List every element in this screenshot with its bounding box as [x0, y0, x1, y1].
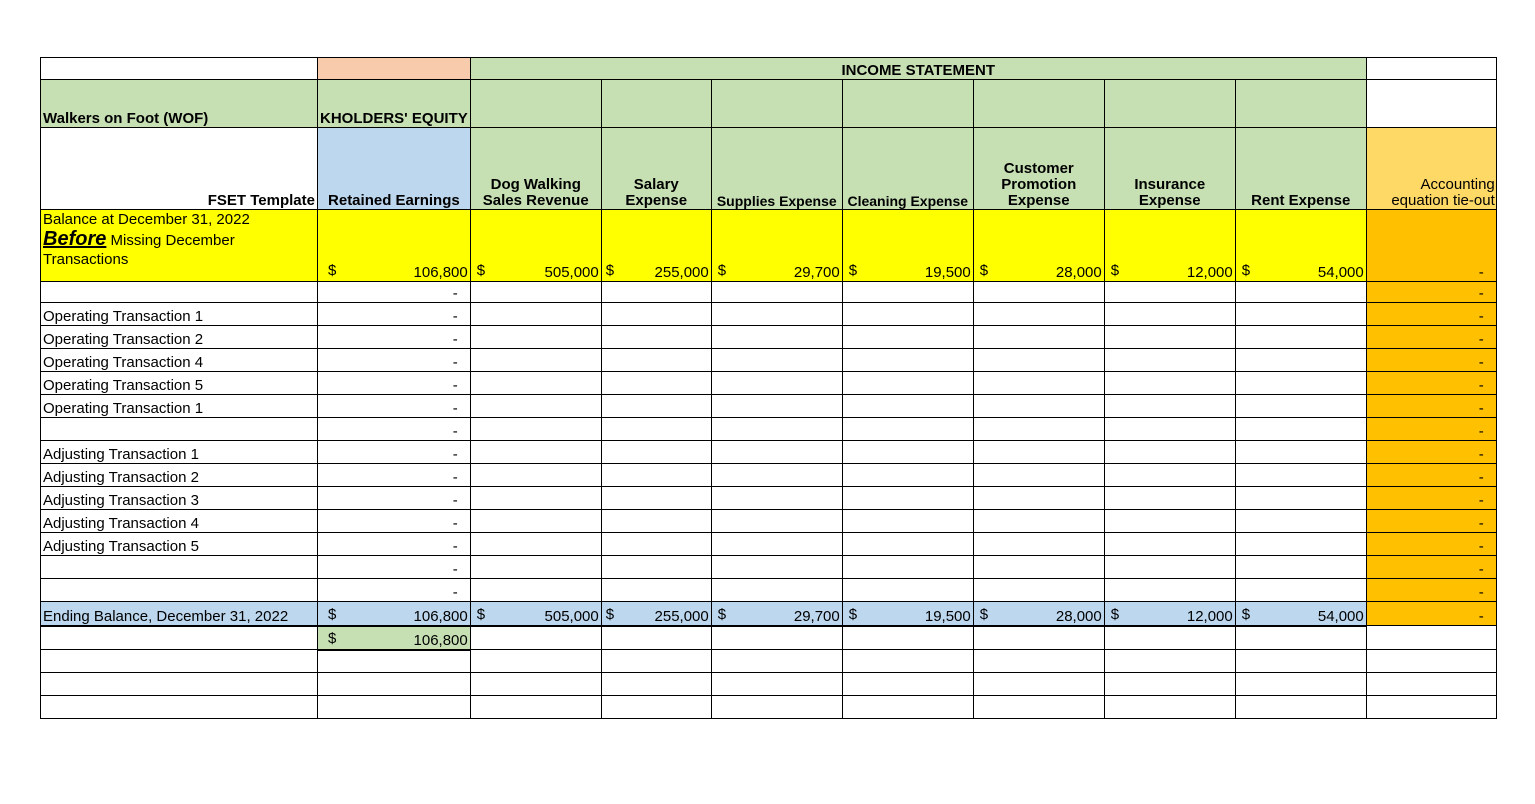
cell[interactable] [41, 626, 318, 650]
cell[interactable] [973, 696, 1104, 719]
cell[interactable] [842, 441, 973, 464]
transaction-row [41, 464, 1497, 487]
cell[interactable] [1104, 441, 1235, 464]
ending-salary[interactable] [601, 602, 711, 626]
column-header-rent[interactable]: Rent Expense [1235, 128, 1366, 210]
currency-symbol: $ [979, 262, 989, 279]
cell[interactable] [973, 487, 1104, 510]
ending-balance-row [41, 602, 1497, 626]
cell[interactable] [601, 372, 711, 395]
currency-symbol: $ [476, 605, 486, 623]
cell[interactable] [973, 464, 1104, 487]
before-emphasis: Before [43, 228, 107, 250]
cell[interactable] [1235, 487, 1366, 510]
cell[interactable] [470, 556, 601, 579]
cell[interactable] [601, 80, 711, 128]
row-label[interactable]: Operating Transaction 5 [41, 372, 318, 395]
cell[interactable] [711, 650, 842, 673]
cell[interactable] [842, 372, 973, 395]
income-statement-header[interactable]: INCOME STATEMENT [470, 58, 1366, 80]
transaction-row [41, 510, 1497, 533]
cell[interactable] [711, 418, 842, 441]
cell[interactable] [973, 556, 1104, 579]
blank-row [41, 673, 1497, 696]
cell[interactable] [1235, 441, 1366, 464]
cell[interactable] [973, 441, 1104, 464]
cell[interactable] [973, 349, 1104, 372]
cell[interactable] [601, 650, 711, 673]
cell[interactable] [842, 533, 973, 556]
cell[interactable] [1104, 303, 1235, 326]
cell[interactable] [601, 696, 711, 719]
tie-out-cell[interactable]: - [1366, 441, 1496, 464]
cell[interactable] [601, 579, 711, 602]
cell[interactable] [711, 579, 842, 602]
row-label[interactable]: Operating Transaction 2 [41, 326, 318, 349]
cell[interactable] [1235, 303, 1366, 326]
cell[interactable] [601, 395, 711, 418]
cell[interactable] [470, 395, 601, 418]
cell[interactable] [601, 326, 711, 349]
row-label[interactable]: Adjusting Transaction 4 [41, 510, 318, 533]
retained-earnings-cell[interactable]: - [318, 349, 471, 372]
ending-insurance[interactable] [1104, 602, 1235, 626]
amount: 29,700 [793, 264, 840, 281]
retained-earnings-cell[interactable]: - [318, 303, 471, 326]
cell[interactable] [601, 303, 711, 326]
cell[interactable] [1104, 349, 1235, 372]
cell[interactable] [470, 510, 601, 533]
cell[interactable] [470, 650, 601, 673]
balance-label[interactable] [41, 210, 318, 282]
cell[interactable] [1235, 650, 1366, 673]
company-name[interactable]: Walkers on Foot (WOF) [41, 80, 318, 128]
ending-rent[interactable] [1235, 602, 1366, 626]
cell[interactable] [1235, 418, 1366, 441]
tie-out-cell[interactable]: - [1366, 464, 1496, 487]
cell[interactable] [1104, 395, 1235, 418]
retained-earnings-cell[interactable]: - [318, 441, 471, 464]
check-row [41, 626, 1497, 650]
cell[interactable] [973, 510, 1104, 533]
cell[interactable] [318, 696, 471, 719]
cell[interactable] [973, 533, 1104, 556]
template-label[interactable]: FSET Template [41, 128, 318, 210]
cell[interactable] [842, 510, 973, 533]
retained-earnings-cell[interactable]: - [318, 464, 471, 487]
balance-dog-walking[interactable] [470, 210, 601, 282]
cell[interactable] [1235, 395, 1366, 418]
cell[interactable] [601, 349, 711, 372]
cell[interactable] [470, 533, 601, 556]
amount: 106,800 [413, 264, 468, 281]
amount: 505,000 [544, 607, 599, 625]
cell[interactable] [470, 441, 601, 464]
cell[interactable] [1104, 282, 1235, 303]
transaction-row [41, 556, 1497, 579]
currency-symbol: $ [979, 605, 989, 623]
cell[interactable] [470, 282, 601, 303]
cell[interactable] [1366, 80, 1496, 128]
balance-cleaning[interactable] [842, 210, 973, 282]
transaction-row [41, 418, 1497, 441]
tie-out-cell[interactable]: - [1366, 395, 1496, 418]
cell[interactable] [470, 696, 601, 719]
row-label[interactable]: Adjusting Transaction 5 [41, 533, 318, 556]
tie-out-cell[interactable]: - [1366, 303, 1496, 326]
blank-row [41, 650, 1497, 673]
column-header-customer-promotion[interactable]: Customer Promotion Expense [973, 128, 1104, 210]
transaction-row [41, 533, 1497, 556]
transaction-row [41, 326, 1497, 349]
cell[interactable] [842, 303, 973, 326]
retained-earnings-cell[interactable]: - [318, 533, 471, 556]
row-label[interactable]: Adjusting Transaction 3 [41, 487, 318, 510]
cell[interactable] [711, 626, 842, 650]
currency-symbol: $ [605, 605, 615, 623]
cell[interactable] [470, 303, 601, 326]
currency-symbol: $ [476, 262, 486, 279]
cell[interactable] [1104, 418, 1235, 441]
cell[interactable] [842, 650, 973, 673]
cell[interactable] [601, 441, 711, 464]
cell[interactable] [1104, 487, 1235, 510]
tie-out-cell[interactable]: - [1366, 326, 1496, 349]
cell[interactable] [973, 282, 1104, 303]
blank-row [41, 696, 1497, 719]
row-label[interactable] [41, 579, 318, 602]
cell[interactable] [1235, 282, 1366, 303]
cell[interactable] [1235, 696, 1366, 719]
retained-earnings-cell[interactable]: - [318, 395, 471, 418]
cell[interactable] [1104, 510, 1235, 533]
tie-out-cell[interactable]: - [1366, 349, 1496, 372]
cell[interactable] [318, 58, 471, 80]
cell[interactable] [1104, 673, 1235, 696]
cell[interactable] [711, 282, 842, 303]
cell[interactable] [973, 650, 1104, 673]
cell[interactable] [1235, 673, 1366, 696]
cell[interactable] [1235, 579, 1366, 602]
cell[interactable] [711, 487, 842, 510]
balance-line-2: Missing December [110, 232, 235, 249]
transaction-row [41, 372, 1497, 395]
cell[interactable] [1235, 464, 1366, 487]
cell[interactable] [1235, 626, 1366, 650]
balance-tie-out[interactable]: - [1366, 210, 1496, 282]
retained-earnings-cell[interactable]: - [318, 282, 471, 303]
amount: 255,000 [654, 607, 709, 625]
balance-line-3: Transactions [43, 251, 129, 268]
cell[interactable] [1366, 673, 1496, 696]
cell[interactable] [470, 673, 601, 696]
column-header-tie-out[interactable]: Accounting equation tie-out [1366, 128, 1496, 210]
cell[interactable] [1235, 556, 1366, 579]
ending-supplies[interactable] [711, 602, 842, 626]
cell[interactable] [1104, 696, 1235, 719]
cell[interactable] [41, 58, 318, 80]
cell[interactable] [41, 673, 318, 696]
balance-customer-promotion[interactable] [973, 210, 1104, 282]
cell[interactable] [973, 673, 1104, 696]
cell[interactable] [711, 441, 842, 464]
cell[interactable] [470, 626, 601, 650]
retained-earnings-cell[interactable]: - [318, 556, 471, 579]
cell[interactable] [470, 326, 601, 349]
cell[interactable] [973, 372, 1104, 395]
row-label[interactable] [41, 282, 318, 303]
cell[interactable] [470, 372, 601, 395]
currency-symbol: $ [328, 262, 337, 279]
transaction-row [41, 441, 1497, 464]
currency-symbol: $ [1241, 605, 1251, 623]
cell[interactable] [842, 626, 973, 650]
cell[interactable] [973, 626, 1104, 650]
amount: 28,000 [1055, 264, 1102, 281]
cell[interactable] [1235, 372, 1366, 395]
transaction-row [41, 282, 1497, 303]
transaction-row [41, 487, 1497, 510]
tie-out-cell[interactable]: - [1366, 533, 1496, 556]
cell[interactable] [601, 464, 711, 487]
cell[interactable] [41, 650, 318, 673]
amount: 28,000 [1055, 607, 1102, 625]
cell[interactable] [711, 349, 842, 372]
column-header-retained-earnings[interactable]: Retained Earnings [318, 128, 471, 210]
cell[interactable] [1104, 650, 1235, 673]
tie-out-cell[interactable]: - [1366, 579, 1496, 602]
cell[interactable] [1104, 80, 1235, 128]
column-header-salary[interactable]: Salary Expense [601, 128, 711, 210]
cell[interactable] [842, 418, 973, 441]
balance-rent[interactable] [1235, 210, 1366, 282]
cell[interactable] [1235, 80, 1366, 128]
cell[interactable] [842, 579, 973, 602]
cell[interactable] [973, 326, 1104, 349]
currency-symbol: $ [717, 262, 727, 279]
cell[interactable] [842, 80, 973, 128]
currency-symbol: $ [1241, 262, 1251, 279]
cell[interactable] [1104, 556, 1235, 579]
tie-out-cell[interactable]: - [1366, 556, 1496, 579]
row-label[interactable] [41, 418, 318, 441]
row-label[interactable]: Operating Transaction 1 [41, 395, 318, 418]
currency-symbol: $ [848, 262, 858, 279]
transaction-row [41, 303, 1497, 326]
amount: 255,000 [654, 264, 709, 281]
cell[interactable] [601, 626, 711, 650]
cell[interactable] [711, 556, 842, 579]
cell[interactable] [973, 418, 1104, 441]
amount: 106,800 [413, 607, 468, 625]
row-label[interactable]: Operating Transaction 1 [41, 303, 318, 326]
cell[interactable] [1235, 326, 1366, 349]
amount: 505,000 [544, 264, 599, 281]
ending-balance-label[interactable]: Ending Balance, December 31, 2022 [41, 602, 318, 626]
retained-earnings-cell[interactable]: - [318, 487, 471, 510]
cell[interactable] [1104, 533, 1235, 556]
amount: 106,800 [413, 631, 468, 649]
cell[interactable] [842, 464, 973, 487]
amount: 12,000 [1186, 264, 1233, 281]
cell[interactable] [711, 395, 842, 418]
cell[interactable] [973, 395, 1104, 418]
transaction-row [41, 395, 1497, 418]
currency-symbol: $ [328, 605, 337, 623]
tie-out-cell[interactable]: - [1366, 282, 1496, 303]
cell[interactable] [1235, 533, 1366, 556]
cell[interactable] [1104, 626, 1235, 650]
cell[interactable] [1366, 696, 1496, 719]
currency-symbol: $ [328, 629, 337, 647]
balance-line-1: Balance at December 31, 2022 [43, 211, 250, 228]
cell[interactable] [1235, 349, 1366, 372]
column-header-supplies[interactable]: Supplies Expense [711, 128, 842, 210]
check-retained-earnings[interactable] [318, 626, 471, 650]
cell[interactable] [470, 487, 601, 510]
row-label[interactable] [41, 556, 318, 579]
transaction-row [41, 579, 1497, 602]
row-label[interactable]: Adjusting Transaction 2 [41, 464, 318, 487]
balance-salary[interactable] [601, 210, 711, 282]
cell[interactable] [973, 579, 1104, 602]
tie-out-cell[interactable]: - [1366, 372, 1496, 395]
cell[interactable] [842, 696, 973, 719]
cell[interactable] [601, 282, 711, 303]
cell[interactable] [842, 673, 973, 696]
cell[interactable] [601, 510, 711, 533]
cell[interactable] [711, 80, 842, 128]
column-header-cleaning[interactable]: Cleaning Expense [842, 128, 973, 210]
ending-cleaning[interactable] [842, 602, 973, 626]
balance-retained-earnings[interactable] [318, 210, 471, 282]
column-header-dog-walking[interactable]: Dog Walking Sales Revenue [470, 128, 601, 210]
cell[interactable] [1104, 372, 1235, 395]
currency-symbol: $ [605, 262, 615, 279]
retained-earnings-cell[interactable]: - [318, 418, 471, 441]
cell[interactable] [470, 579, 601, 602]
cell[interactable] [1104, 579, 1235, 602]
cell[interactable] [973, 303, 1104, 326]
cell[interactable] [1104, 464, 1235, 487]
tie-out-cell[interactable]: - [1366, 510, 1496, 533]
cell[interactable] [842, 395, 973, 418]
amount: 19,500 [924, 607, 971, 625]
ending-tie-out[interactable]: - [1366, 602, 1496, 626]
cell[interactable] [842, 349, 973, 372]
tie-out-cell[interactable]: - [1366, 418, 1496, 441]
cell[interactable] [842, 282, 973, 303]
cell[interactable] [1235, 510, 1366, 533]
cell[interactable] [711, 696, 842, 719]
cell[interactable] [1366, 58, 1496, 80]
ending-dog-walking[interactable] [470, 602, 601, 626]
cell[interactable] [711, 303, 842, 326]
cell[interactable] [470, 80, 601, 128]
cell[interactable] [711, 326, 842, 349]
cell[interactable] [41, 696, 318, 719]
cell[interactable] [842, 556, 973, 579]
amount: 54,000 [1317, 264, 1364, 281]
cell[interactable] [1104, 326, 1235, 349]
cell[interactable] [711, 673, 842, 696]
currency-symbol: $ [1110, 262, 1120, 279]
cell[interactable] [470, 349, 601, 372]
retained-earnings-cell[interactable]: - [318, 579, 471, 602]
cell[interactable] [1366, 650, 1496, 673]
transaction-row [41, 349, 1497, 372]
cell[interactable] [711, 533, 842, 556]
cell[interactable] [601, 556, 711, 579]
cell[interactable] [318, 650, 471, 673]
currency-symbol: $ [717, 605, 727, 623]
cell[interactable] [470, 464, 601, 487]
cell[interactable] [1366, 626, 1496, 650]
amount: 12,000 [1186, 607, 1233, 625]
currency-symbol: $ [848, 605, 858, 623]
retained-earnings-cell[interactable]: - [318, 510, 471, 533]
amount: 19,500 [924, 264, 971, 281]
row-label[interactable]: Operating Transaction 4 [41, 349, 318, 372]
amount: 29,700 [793, 607, 840, 625]
cell[interactable] [842, 487, 973, 510]
cell[interactable] [973, 80, 1104, 128]
column-header-insurance[interactable]: Insurance Expense [1104, 128, 1235, 210]
balance-supplies[interactable] [711, 210, 842, 282]
cell[interactable] [842, 326, 973, 349]
cell[interactable] [711, 510, 842, 533]
tie-out-cell[interactable]: - [1366, 487, 1496, 510]
cell[interactable] [601, 487, 711, 510]
cell[interactable] [601, 418, 711, 441]
retained-earnings-cell[interactable]: - [318, 372, 471, 395]
cell[interactable] [711, 372, 842, 395]
amount: 54,000 [1317, 607, 1364, 625]
currency-symbol: $ [1110, 605, 1120, 623]
retained-earnings-cell[interactable]: - [318, 326, 471, 349]
cell[interactable] [318, 673, 471, 696]
cell[interactable] [601, 533, 711, 556]
ending-retained-earnings[interactable] [318, 602, 471, 626]
cell[interactable] [601, 673, 711, 696]
cell[interactable] [470, 418, 601, 441]
equity-header[interactable]: KHOLDERS' EQUITY [318, 80, 471, 128]
row-label[interactable]: Adjusting Transaction 1 [41, 441, 318, 464]
cell[interactable] [711, 464, 842, 487]
worksheet-grid [40, 57, 1497, 719]
balance-insurance[interactable] [1104, 210, 1235, 282]
ending-customer-promotion[interactable] [973, 602, 1104, 626]
